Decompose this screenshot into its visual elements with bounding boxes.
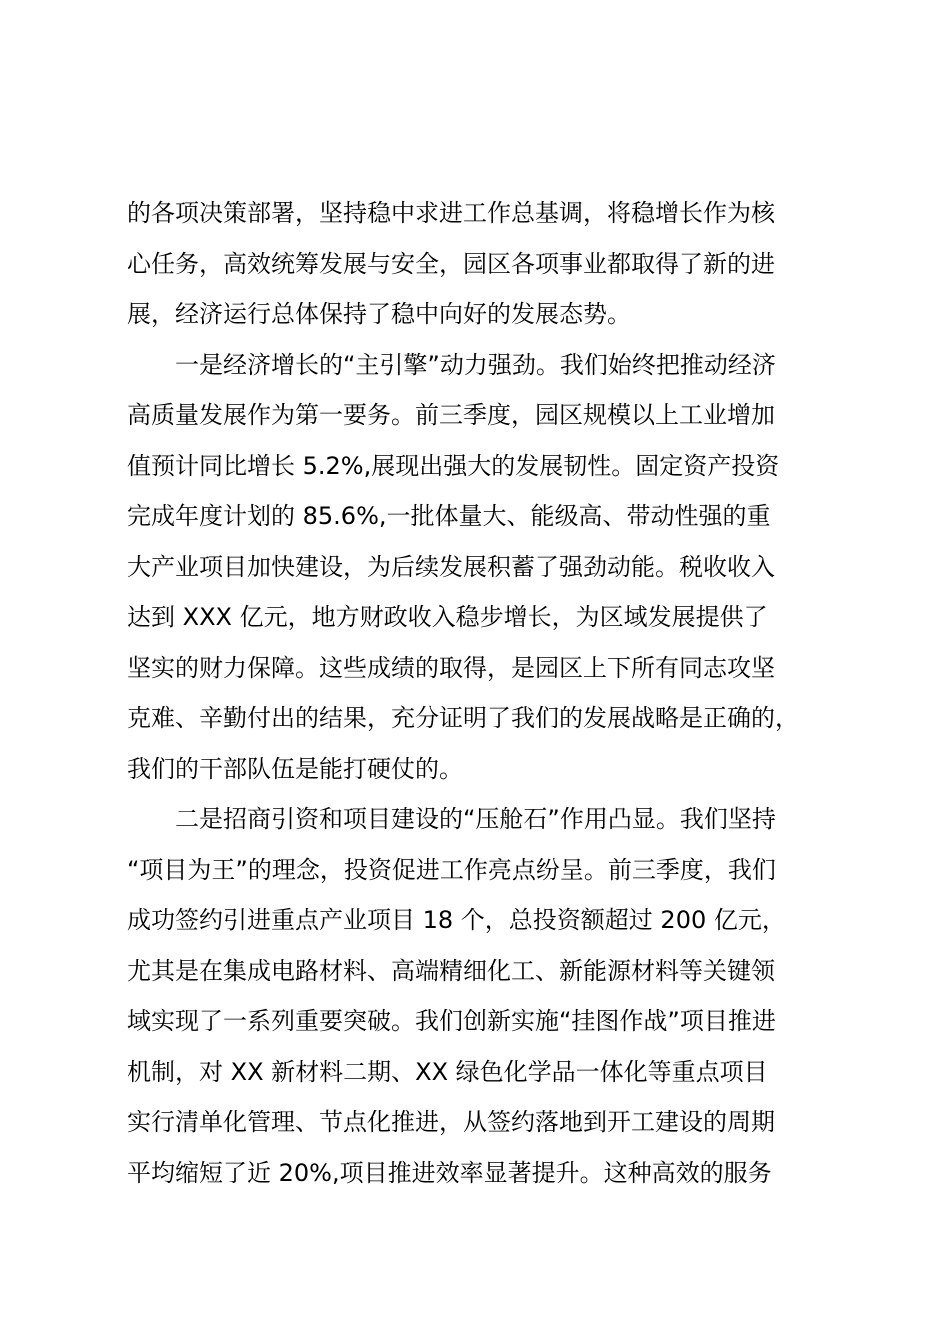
text-line: 高质量发展作为第一要务。前三季度，园区规模以上工业增加	[127, 401, 775, 429]
text-line: 实行清单化管理、节点化推进，从签约落地到开工建设的周期	[127, 1108, 775, 1136]
text-line: 心任务，高效统筹发展与安全，园区各项事业都取得了新的进	[127, 249, 775, 278]
text-line: 大产业项目加快建设，为后续发展积蓄了强劲动能。税收收入	[127, 552, 775, 581]
text-line: 完成年度计划的 85.6%,一批体量大、能级高、带动性强的重	[127, 502, 771, 530]
text-line: “项目为王”的理念，投资促进工作亮点纷呈。前三季度，我们	[127, 855, 776, 884]
text-line: 机制，对 XX 新材料二期、XX 绿色化学品一体化等重点项目	[127, 1057, 768, 1086]
text-line: 展，经济运行总体保持了稳中向好的发展态势。	[127, 300, 631, 328]
text-line: 尤其是在集成电路材料、高端精细化工、新能源材料等关键领	[127, 956, 775, 985]
text-line: 克难、辛勤付出的结果，充分证明了我们的发展战略是正确的，	[127, 704, 799, 732]
text-line: 平均缩短了近 20%,项目推进效率显著提升。这种高效的服务	[127, 1158, 772, 1187]
text-line: 域实现了一系列重要突破。我们创新实施“挂图作战”项目推进	[127, 1007, 776, 1035]
text-line: 我们的干部队伍是能打硬仗的。	[127, 754, 463, 783]
paragraph-first-line: 一是经济增长的“主引擎”动力强劲。我们始终把推动经济	[175, 350, 776, 379]
text-line: 值预计同比增长 5.2%,展现出强大的发展韧性。固定资产投资	[127, 451, 780, 480]
paragraph-first-line: 二是招商引资和项目建设的“压舱石”作用凸显。我们坚持	[175, 805, 776, 833]
document-body	[127, 188, 857, 1198]
text-line: 的各项决策部署，坚持稳中求进工作总基调，将稳增长作为核	[127, 199, 775, 227]
text-line: 成功签约引进重点产业项目 18 个，总投资额超过 200 亿元，	[127, 906, 786, 934]
text-line: 坚实的财力保障。这些成绩的取得，是园区上下所有同志攻坚	[127, 653, 775, 682]
text-line: 达到 XXX 亿元，地方财政收入稳步增长，为区域发展提供了	[127, 603, 768, 631]
